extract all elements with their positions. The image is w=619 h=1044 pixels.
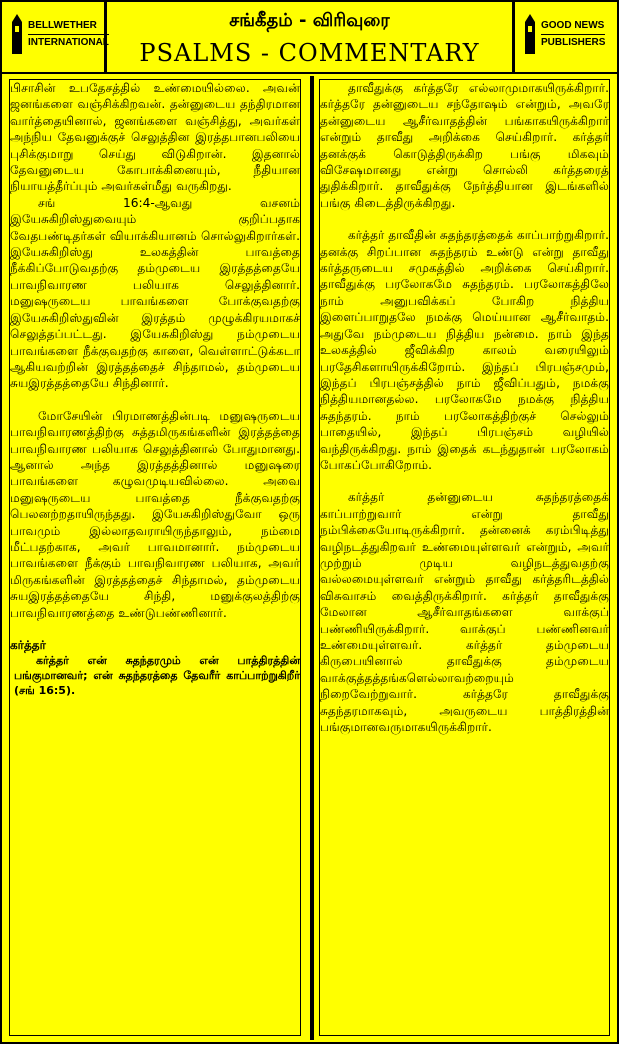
logo-right-line2: PUBLISHERS	[541, 36, 606, 48]
paragraph-gap	[10, 392, 300, 408]
bellwether-logo	[10, 14, 109, 54]
title-tamil: சங்கீதம் - விரிவுரை	[229, 10, 390, 31]
verse-quote: கர்த்தர் என் சுதந்தரமும் என் பாத்திரத்தின் பங்குமானவர்; என் சுதந்தரத்தை தேவரீர் காப்பாற்றுகிறீர் (சங் 16:5).	[14, 654, 300, 698]
header	[2, 2, 617, 74]
right-column	[314, 76, 615, 1040]
good-news-logo	[523, 14, 605, 54]
right-paragraph-2: கர்த்தர் தாவீதின் சுதந்தரத்தைக் காப்பாற்றுகிறார். தனக்கு சிறப்பான சுதந்தரம் உண்டு என்று தாவீது கர்த்தருடைய சமுகத்தில் அறிக்கை செய்கிறார். தாவீதுக்கு பரலோகமே சுதந்தரம். பரலோகத்திலே நாம் அனுபவிக்கப் போகிற நித்திய இளைப்பாறுதலே நமக்கு மெய்யான ஆசீர்வாதம். அதுவே நம்முடைய நித்திய நன்மை. நாம் இந்த உலகத்தில் ஜீவிக்கிற காலம் வரையிலும் பரதேசிகளாயிருக்கிறோம். இந்தப் பிரபஞ்சமும், இந்தப் பிரபஞ்சத்தில் நாம் ஜீவிப்பதும், நமக்கு நித்தியமானதல்ல. பரலோகமே நமக்கு நித்திய சுதந்தரம். நாம் பரலோகத்திற்குச் செல்லும் பாதையில், இந்தப் பிரபஞ்சம் வழியில் வந்திருக்கிறது. நாம் இதைக் கடந்துதான் பரலோகம் போகப்போகிறோம்.	[320, 228, 609, 472]
right-paragraph-1: தாவீதுக்கு கர்த்தரே எல்லாமுமாகயிருக்கிறார். கர்த்தரே தன்னுடைய சந்தோஷம் என்றும், அவரே தன்னுடைய ஆசீர்வாதத்தின் பங்காகயிருக்கிறார் என்றும் தாவீது அறிக்கை செய்கிறார். கர்த்தர் தனக்குக் கொடுத்திருக்கிற பங்கு மிகவும் விசேஷமானது என்று சொல்லி கர்த்தரைத் துதிக்கிறார். தாவீதுக்கு நேர்த்தியான இடங்களில் பங்கு கிடைத்திருக்கிறது.	[320, 81, 609, 210]
left-column	[4, 76, 314, 1040]
left-paragraph-3: மோசேயின் பிரமாணத்தின்படி மனுஷருடைய பாவநிவாரணத்திற்கு சுத்தமிருகங்களின் இரத்தத்தை பாவநிவாரண பலியாக செலுத்தினால் போதுமானது. ஆனால் அந்த இரத்தத்தினால் மனுஷரை பாவங்களை கழுவமுடியவில்லை. அவை மனுஷருடைய பாவத்தை நீக்குவதற்கு பெலனற்றதாயிருந்தது. இயேசுகிறிஸ்துவோ ஒரு பாவமும் இல்லாதவராயிருந்தாலும், நம்மை மீட்பதற்காக, அவர் பாவமானார். நம்முடைய பாவங்களை நீக்கும் பாவநிவாரண பலியாக, அவர் மிருகங்களின் இரத்தத்தைச் சிந்தாமல், தம்முடைய சுயஇரத்தத்தையே சிந்தி, மனுக்குலத்திற்கு பாவநிவாரணத்தை உண்டுபண்ணினார்.	[10, 408, 300, 620]
paragraph-gap	[10, 621, 300, 637]
header-title-block	[107, 2, 512, 72]
section-heading: கர்த்தர்	[10, 638, 46, 652]
logo-left-line1: BELLWETHER	[28, 18, 109, 35]
bell-tower-icon	[10, 14, 24, 54]
logo-left-line2: INTERNATIONAL	[28, 36, 109, 48]
right-column-text	[319, 79, 610, 1036]
title-english: PSALMS - COMMENTARY	[139, 39, 480, 67]
publisher-logo-right	[512, 2, 617, 72]
paragraph-gap	[320, 473, 609, 489]
right-paragraph-3: கர்த்தர் தன்னுடைய சுதந்தரத்தைக் காப்பாற்றுவார் என்று தாவீது நம்பிக்கையோடிருக்கிறார். தன்னைக் கரம்பிடித்து வழிநடத்துகிறவர் உண்மையுள்ளவர் என்றும், அவர் முற்றும் முடிய வழிநடத்துவதற்கு வல்லமையுள்ளவர் என்றும் தாவீது கர்த்தரிடத்தில் விசுவாசம் வைத்திருக்கிறார். கர்த்தர் தாவீதுக்கு மேலான ஆசீர்வாதங்களை வாக்குப் பண்ணியிருக்கிறார். வாக்குப் பண்ணினவர் உண்மையுள்ளவர். கர்த்தர் தம்முடைய கிருபையினால் தாவீதுக்கு தம்முடைய வாக்குத்தத்தங்களெல்லாவற்றையும் நிறைவேற்றுவார். கர்த்தரே தாவீதுக்கு சுதந்தரமாகவும், அவருடைய பாத்திரத்தின் பங்குமானவருமாகயிருக்கிறார்.	[320, 490, 609, 735]
logo-right-line1: GOOD NEWS	[541, 18, 605, 35]
left-column-text	[9, 79, 301, 1036]
publisher-logo-left	[2, 2, 107, 72]
left-paragraph-1: பிசாசின் உபதேசத்தில் உண்மையில்லை. அவன் ஜனங்களை வஞ்சிக்கிறவன். தன்னுடைய தந்திரமான வார்த்தையினால், ஜனங்களை வஞ்சித்து, அவர்கள் அந்நிய தேவனுக்குச் செலுத்தின இரத்தபானபலியை புசிக்குமாறு செய்து விடுகிறான். இதனால் தேவனுடைய கோபாக்கினையும், நீதியான நியாயத்தீர்ப்பும் அவர்கள்மீது வருகிறது.	[10, 81, 300, 194]
tower-icon	[523, 14, 537, 54]
paragraph-gap	[320, 211, 609, 227]
left-paragraph-2: சங் 16:4-ஆவது வசனம் இயேசுகிறிஸ்துவையும் குறிப்பதாக வேதபண்டிதர்கள் வியாக்கியானம் சொல்லுகிறார்கள். இயேசுகிறிஸ்து உலகத்தின் பாவத்தை நீக்கிப்போடுவதற்கு தம்முடைய இரத்தத்தையே பாவநிவாரண பலியாக செலுத்தினார். மனுஷருடைய பாவங்களை போக்குவதற்கு இயேசுகிறிஸ்துவின் இரத்தம் முழுக்கிரயமாகச் செலுத்தப்பட்டது. இயேசுகிறிஸ்து நம்முடைய பாவங்களை நீக்குவதற்கு காளை, வெள்ளாட்டுக்கடா ஆகியவற்றின் இரத்தத்தைச் சிந்தாமல், தம்முடைய சுயஇரத்தத்தையே சிந்தினார்.	[10, 195, 300, 391]
